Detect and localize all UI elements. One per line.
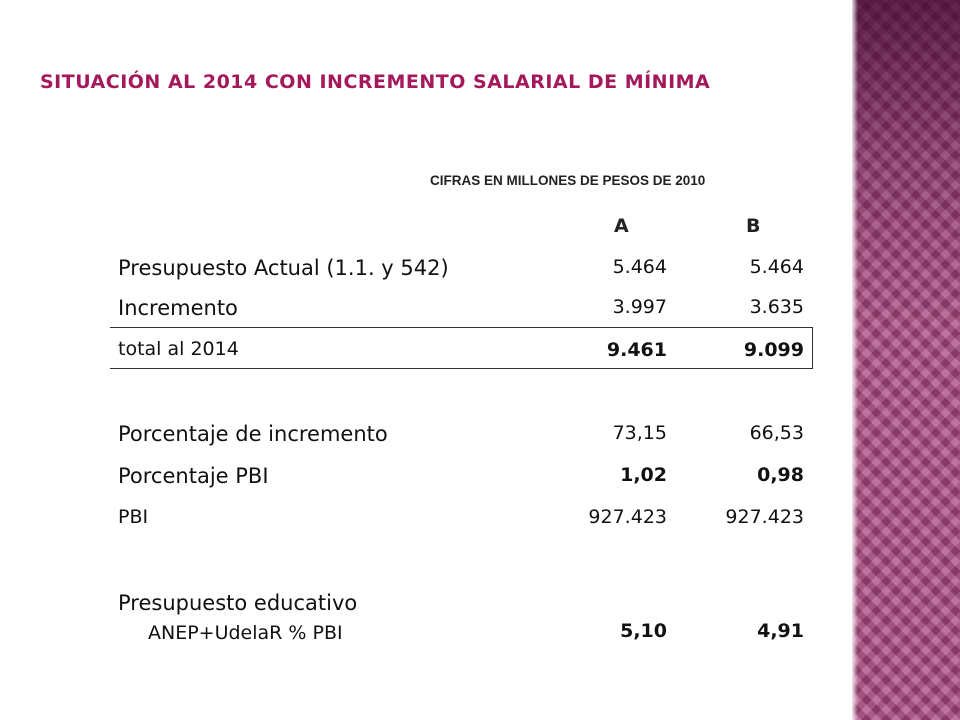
value-b: 9.099 <box>743 339 804 361</box>
row-label: Porcentaje de incremento <box>118 422 388 446</box>
value-b: 3.635 <box>749 296 804 318</box>
value-a: 1,02 <box>620 464 667 486</box>
table-row <box>0 416 852 456</box>
education-budget-label-line2: ANEP+UdelaR % PBI <box>148 622 343 644</box>
row-label: PBI <box>118 506 149 528</box>
value-b: 66,53 <box>749 422 804 444</box>
units-subtitle: CIFRAS EN MILLONES DE PESOS DE 2010 <box>430 173 706 188</box>
value-b: 5.464 <box>749 256 804 278</box>
sidebar-edge <box>852 0 858 720</box>
value-a: 927.423 <box>588 506 667 528</box>
table-row <box>0 290 852 330</box>
decorative-sidebar <box>852 0 960 720</box>
value-a: 9.461 <box>606 339 667 361</box>
value-a: 3.997 <box>612 296 667 318</box>
row-label: Presupuesto Actual (1.1. y 542) <box>118 256 449 280</box>
table-row <box>0 458 852 498</box>
column-header-b: B <box>746 215 761 237</box>
row-label: total al 2014 <box>118 338 239 360</box>
value-a: 5.464 <box>612 256 667 278</box>
table-row-education <box>0 614 852 654</box>
column-header-a: A <box>614 215 629 237</box>
value-b: 927.423 <box>725 506 804 528</box>
education-budget-label-line1: Presupuesto educativo <box>118 591 358 615</box>
table-row <box>0 250 852 290</box>
value-a: 73,15 <box>612 422 667 444</box>
value-b: 4,91 <box>757 620 804 642</box>
slide-title: SITUACIÓN AL 2014 CON INCREMENTO SALARIAL DE MÍNIMA <box>40 71 711 93</box>
table-row-total <box>0 333 852 373</box>
value-b: 0,98 <box>757 464 804 486</box>
table-row <box>0 500 852 540</box>
row-label: Porcentaje PBI <box>118 464 269 488</box>
value-a: 5,10 <box>620 620 667 642</box>
row-label: Incremento <box>118 296 238 320</box>
